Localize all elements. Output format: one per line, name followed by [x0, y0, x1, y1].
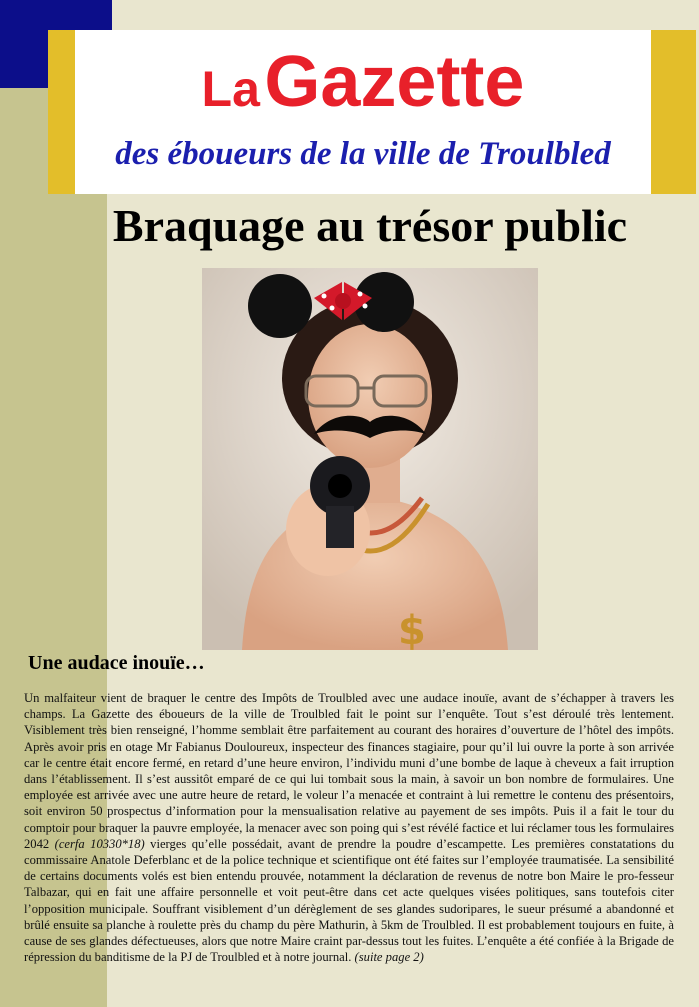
masthead-subtitle: des éboueurs de la ville de Troulbled — [115, 136, 611, 172]
article-cerfa: (cerfa 10330*18) — [54, 836, 145, 851]
article-text-2: vierges qu’elle possédait, avant de prendre la poudre d’escampette. Les premières constatations du commissaire Anatole Deferblanc et de la police technique et scientifique ont été faites sur l’employée traumatisée. La sensibilité de certains documents volés est bien entendu prouvée, notamment la déclaration de revenus de notre bon Maire le pro-fesseur Talbazar, qui en fait une affaire personnelle et voit peut-être dans cet acte quelques visées politiques, sans toutefois citer l’opposition municipale. Souffrant visiblement d’un dérèglement de ses glandes sudoripares, le sueur présumé a abandonné et brûlé ensuite sa planche à roulette près du champ du père Mathurin, à 5km de Troulbled. Il est probablement toujours en fuite, à cause de ses glandes défectueuses, alors que notre Maire craint par-dessus tout les fuites. L’enquête a été confiée à la Brigade de répression du banditisme de la PJ de Troulbled et à notre journal. — [24, 836, 674, 965]
svg-text:$: $ — [398, 608, 426, 650]
article-text: Un malfaiteur vient de braquer le centre des Impôts de Troulbled avec une audace inouïe, avant de s’échapper à travers les champs. La Gazette des éboueurs de la ville de Troulbled fait le point sur l’enquête. Tout s’est déroulé très lentement. Visiblement très bien renseigné, l’homme semblait être parfaitement au courant des horaires d’ouverture de l’hôtel des impôts. Après avoir pris en otage Mr Fabianus Douloureux, inspecteur des finances stagiaire, pour qu’il lui ouvre la porte à son arrivée car le centre était encore fermé, en retard d’une heure environ, l’individu muni d’une bombe de laque à cheveux a fait irruption dans l’établissement. Il s’est aussitôt emparé de ce qui lui tombait sous la main, à savoir un bon nombre de formulaires. Une employée est arrivée avec une autre heure de retard, le voleur l’a menacée et contraint à lui remettre le contenu des présentoirs, soit environ 50 prospectus d’information pour la mensualisation relative au payement de ses impôts. Puis il a fait le tour du comptoir pour braquer la pauvre employée, la menacer avec son poing qui s’est révélé factice et lui réclamer tous les formulaires 2042 — [24, 691, 674, 851]
masthead — [75, 30, 651, 194]
article-photo — [202, 268, 538, 650]
masthead-title-la: La — [201, 61, 260, 117]
article-body — [24, 690, 674, 965]
masthead-title-gazette: Gazette — [264, 42, 525, 122]
masthead-title — [75, 42, 651, 122]
section-title: Une audace inouïe… — [28, 652, 205, 674]
headline: Braquage au trésor public — [112, 200, 628, 251]
article-continuation: (suite page 2) — [354, 950, 424, 965]
